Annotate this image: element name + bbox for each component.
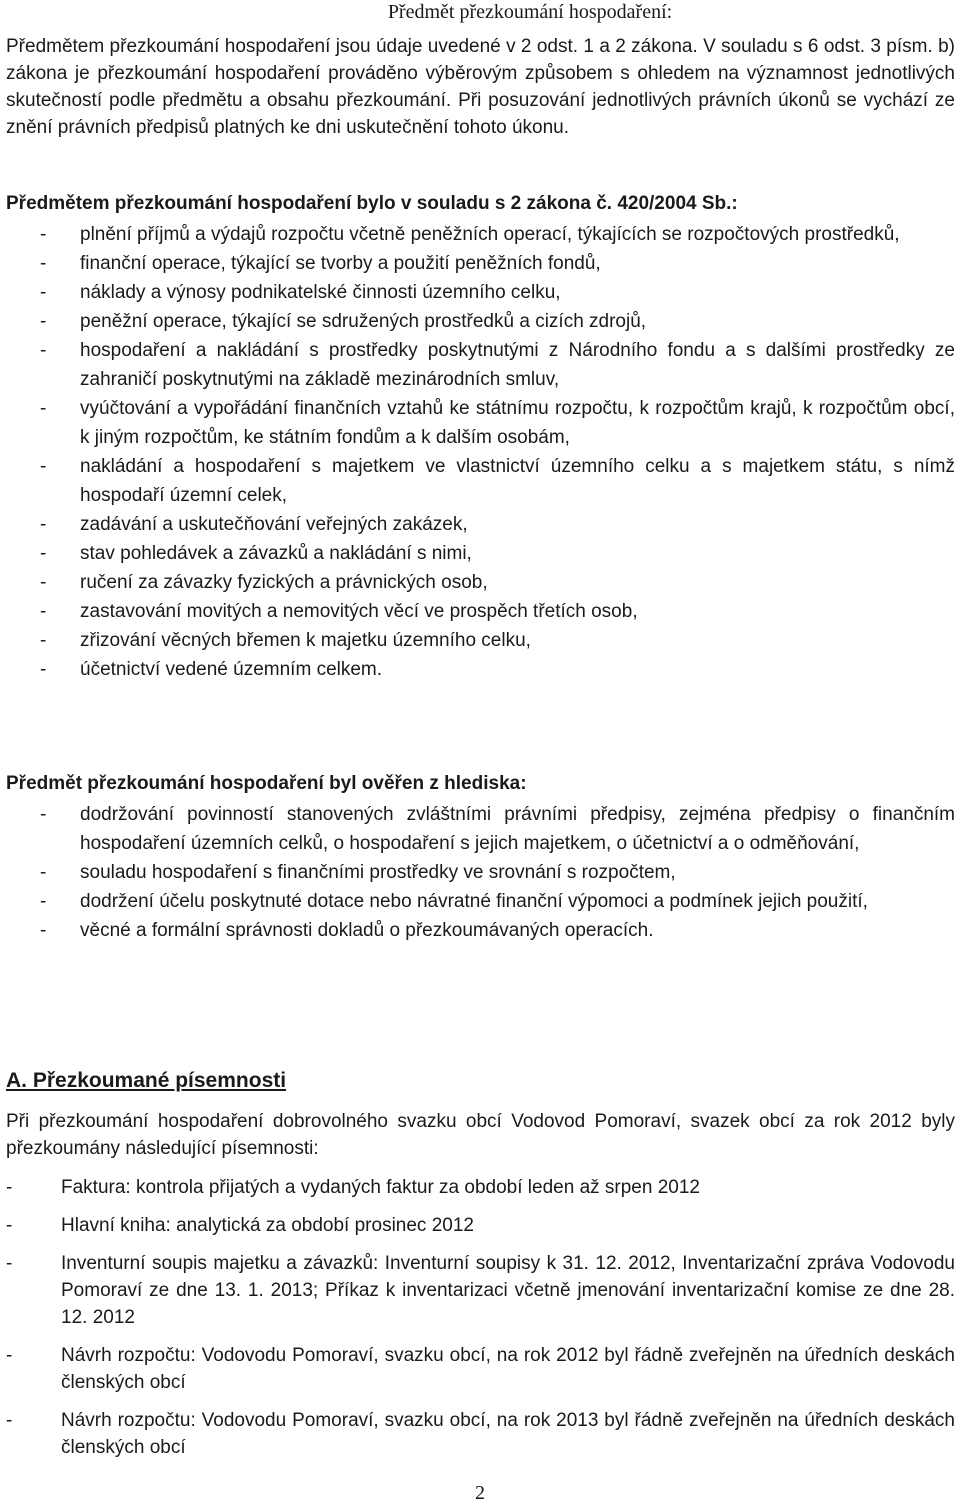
list-item: - věcné a formální správnosti dokladů o přezkoumávaných operacích. [6,916,955,945]
list-item: - hospodaření a nakládání s prostředky poskytnutými z Národního fondu a s dalšími prostředky ze zahraničí poskytnutými na základě mezinárodních smluv, [6,336,955,394]
section-a-intro: Při přezkoumání hospodaření dobrovolného svazku obcí Vodovod Pomoraví, svazek obcí za rok 2012 byly přezkoumány následující písemnosti: [6,1111,955,1159]
list-item: - stav pohledávek a závazků a nakládání s nimi, [6,539,955,568]
header-title: Předmět přezkoumání hospodaření: [387,1,673,23]
list-item: - dodržování povinností stanovených zvláštními právními předpisy, zejména předpisy o finančním hospodaření územních celků, o hospodaření s jejich majetkem, o účetnictví a o odměňování, [6,800,955,858]
list-item: - náklady a výnosy podnikatelské činnosti územního celku, [6,278,955,307]
verification-list [6,800,955,945]
list-item: - vyúčtování a vypořádání finančních vztahů ke státnímu rozpočtu, k rozpočtům krajů, k rozpočtům obcí, k jiným rozpočtům, ke státním fondům a k dalším osobám, [6,394,955,452]
section-a-title: A. Přezkoumané písemnosti [6,1069,287,1092]
list-item: - Návrh rozpočtu: Vodovodu Pomoraví, svazku obcí, na rok 2013 byl řádně zveřejněn na úředních deskách členských obcí [6,1407,955,1461]
list-item: - zadávání a uskutečňování veřejných zakázek, [6,510,955,539]
page-number: 2 [475,1482,485,1504]
list-item: - finanční operace, týkající se tvorby a použití peněžních fondů, [6,249,955,278]
list-item: - nakládání a hospodaření s majetkem ve vlastnictví územního celku a s majetkem státu, s nímž hospodaří územní celek, [6,452,955,510]
list-item: - dodržení účelu poskytnuté dotace nebo návratné finanční výpomoci a podmínek jejich použití, [6,887,955,916]
list-item: - plnění příjmů a výdajů rozpočtu včetně peněžních operací, týkajících se rozpočtových prostředků, [6,220,955,249]
subject-heading: Předmětem přezkoumání hospodaření bylo v souladu s 2 zákona č. 420/2004 Sb.: [6,193,738,214]
page-header [0,0,960,24]
list-item: - souladu hospodaření s finančními prostředky ve srovnání s rozpočtem, [6,858,955,887]
documents-list [6,1174,955,1472]
list-item: - Inventurní soupis majetku a závazků: Inventurní soupisy k 31. 12. 2012, Inventarizační zpráva Vodovodu Pomoraví ze dne 13. 1. 2013; Příkaz k inventarizaci včetně jmenování inventarizační komise ze dne 28. 12. 2012 [6,1250,955,1331]
verification-heading: Předmět přezkoumání hospodaření byl ověřen z hlediska: [6,773,527,794]
list-item: - zřizování věcných břemen k majetku územního celku, [6,626,955,655]
intro-paragraph: Předmětem přezkoumání hospodaření jsou údaje uvedené v 2 odst. 1 a 2 zákona. V souladu s 6 odst. 3 písm. b) zákona je přezkoumání hospodaření prováděno výběrovým způsobem s ohledem na významnost jednotlivých skutečností podle předmětu a obsahu přezkoumání. Při posuzování jednotlivých právních úkonů se vychází ze znění právních předpisů platných ke dni uskutečnění tohoto úkonu. [6,36,955,138]
list-item: - Hlavní kniha: analytická za období prosinec 2012 [6,1212,955,1239]
list-item: - zastavování movitých a nemovitých věcí ve prospěch třetích osob, [6,597,955,626]
subject-list [6,220,955,684]
list-item: - peněžní operace, týkající se sdružených prostředků a cizích zdrojů, [6,307,955,336]
list-item: - ručení za závazky fyzických a právnických osob, [6,568,955,597]
list-item: - účetnictví vedené územním celkem. [6,655,955,684]
list-item: - Návrh rozpočtu: Vodovodu Pomoraví, svazku obcí, na rok 2012 byl řádně zveřejněn na úředních deskách členských obcí [6,1342,955,1396]
list-item: - Faktura: kontrola přijatých a vydaných faktur za období leden až srpen 2012 [6,1174,955,1201]
